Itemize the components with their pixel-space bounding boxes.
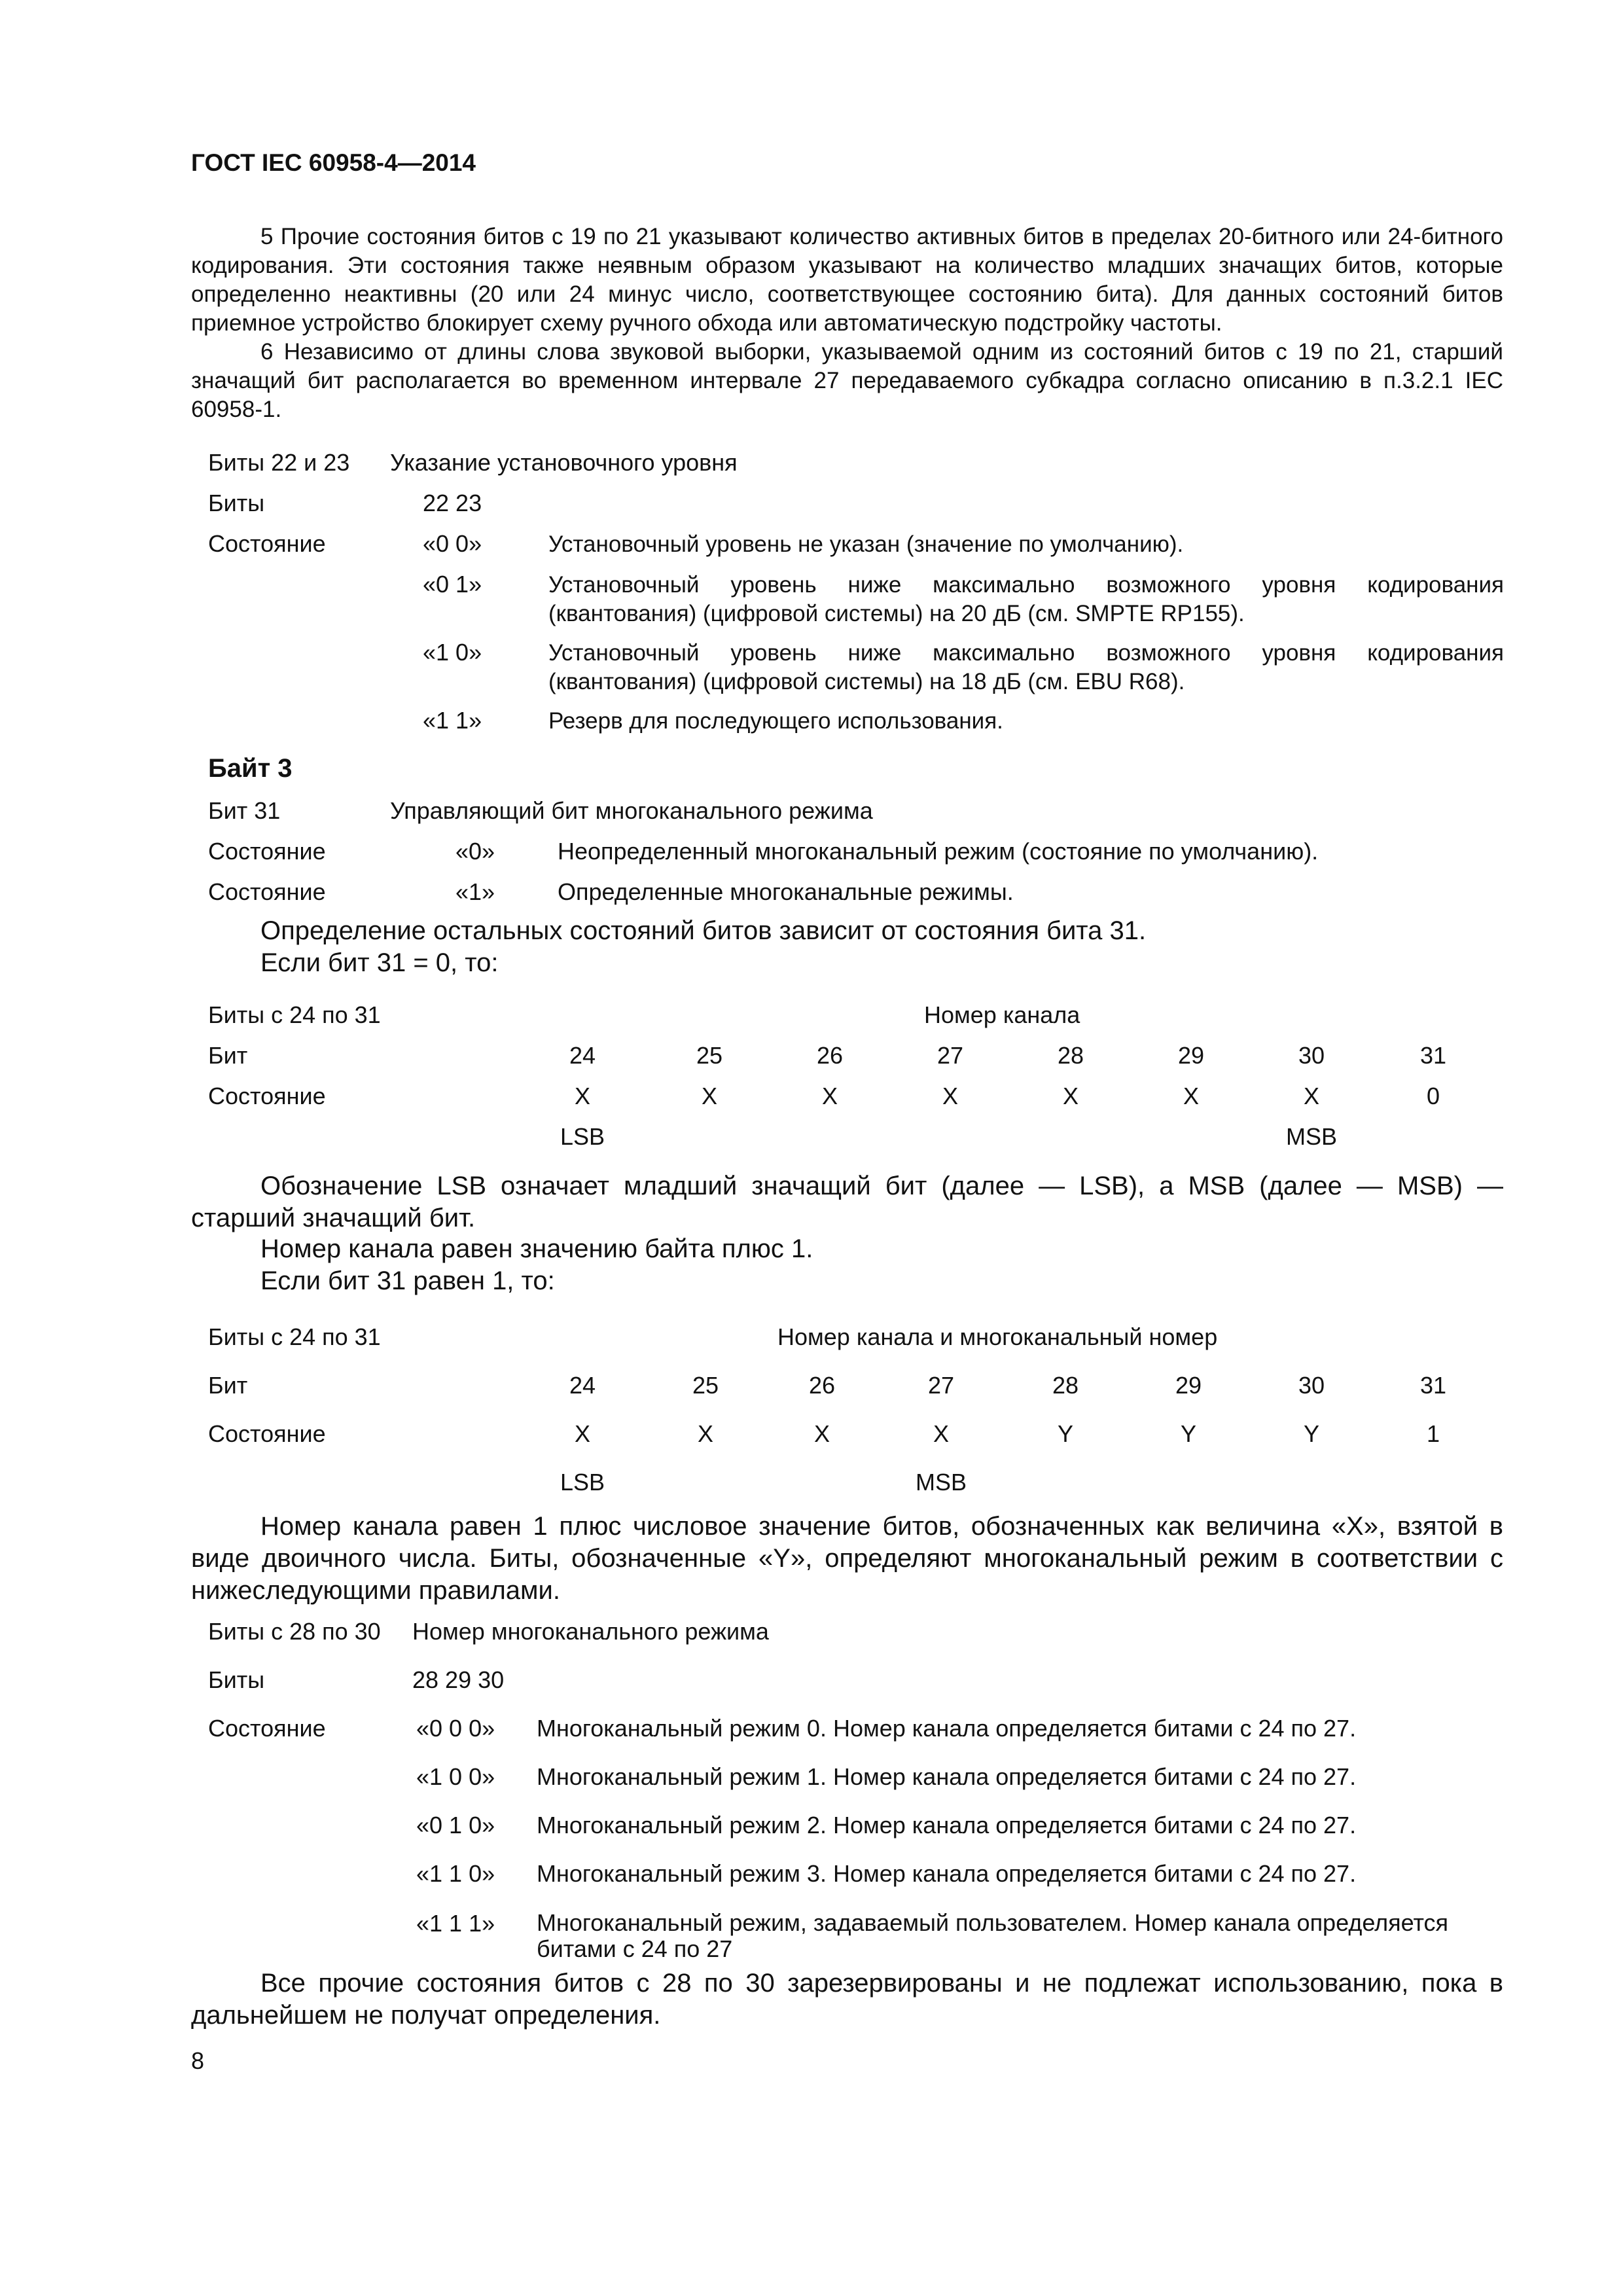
state-code: «1» (455, 878, 495, 905)
state-code: «0» (455, 838, 495, 865)
bits-value: 28 29 30 (412, 1666, 505, 1693)
table2-state-label: Состояние (208, 1420, 326, 1447)
table1-title: Номер канала (924, 1001, 1080, 1028)
mode-code: «0 1 0» (416, 1812, 495, 1839)
table2-state-cell: X (574, 1420, 590, 1447)
note-6: 6 Независимо от длины слова звуковой выборки, указываемой одним из состояний битов с 19 по 21, старший значащий бит располагается во временном интервале 27 передаваемого субкадра согласно описанию в п.3.2.1 IEC 60958-1. (191, 339, 1503, 422)
bits-label: Биты (208, 490, 265, 516)
paragraph-lsb-msb (191, 1170, 1503, 1234)
table2-state-cell: X (813, 1420, 830, 1447)
table1-bit-cell: 30 (1298, 1042, 1325, 1069)
table2-bit-cell: 26 (808, 1372, 836, 1399)
table1-state-cell: X (1183, 1083, 1199, 1109)
paragraph-channel-formula-text: Номер канала равен 1 плюс числовое значение битов, обозначенных как величина «X», взятой в виде двоичного числа. Биты, обозначенные «Y», определяют многоканальный режим в соответствии с нижеследующими правилами. (191, 1512, 1503, 1605)
state-code: «0 0» (423, 530, 482, 557)
table1-label: Биты с 24 по 31 (208, 1001, 381, 1028)
mode-code: «0 0 0» (416, 1715, 495, 1742)
intro-notes (191, 223, 1503, 424)
bit-31-title: Управляющий бит многоканального режима (390, 797, 873, 824)
table1-bit-cell: 31 (1419, 1042, 1447, 1069)
state-desc: Установочный уровень не указан (значение по умолчанию). (548, 531, 1184, 557)
table2-lsb-marker: LSB (560, 1469, 605, 1496)
mode-desc: Многоканальный режим 1. Номер канала определяется битами с 24 по 27. (537, 1763, 1357, 1790)
state-label: Состояние (208, 1715, 326, 1742)
bits-28-30-title: Номер многоканального режима (412, 1618, 769, 1645)
table1-lsb-marker: LSB (560, 1123, 605, 1150)
table1-bit-cell: 28 (1057, 1042, 1084, 1069)
table1-msb-marker: MSB (1285, 1123, 1337, 1150)
table2-title: Номер канала и многоканальный номер (777, 1323, 1218, 1350)
mode-desc: Многоканальный режим 3. Номер канала определяется битами с 24 по 27. (537, 1860, 1357, 1887)
table2-bit-cell: 31 (1419, 1372, 1447, 1399)
state-desc: Установочный уровень ниже максимально возможного уровня кодирования (квантования) (цифровой системы) на 18 дБ (см. EBU R68). (548, 640, 1504, 694)
table2-state-cell: X (697, 1420, 713, 1447)
bits-label: Биты (208, 1666, 265, 1693)
mode-code: «1 0 0» (416, 1763, 495, 1790)
paragraph-channel: Номер канала равен значению байта плюс 1. (260, 1234, 813, 1263)
state-label: Состояние (208, 530, 326, 557)
paragraph-if-bit-1: Если бит 31 равен 1, то: (260, 1266, 555, 1295)
state-desc: Определенные многоканальные режимы. (558, 878, 1014, 905)
bit-31-label: Бит 31 (208, 797, 281, 824)
state-desc: Резерв для последующего использования. (548, 708, 1003, 734)
state-label: Состояние (208, 838, 326, 865)
table1-state-cell: 0 (1426, 1083, 1440, 1109)
paragraph-if-bit-0: Если бит 31 = 0, то: (260, 948, 499, 977)
table2-bit-cell: 25 (692, 1372, 719, 1399)
table2-label: Биты с 24 по 31 (208, 1323, 381, 1350)
table1-state-cell: X (942, 1083, 958, 1109)
paragraph-reserved (191, 1967, 1503, 2032)
table1-state-cell: X (1062, 1083, 1079, 1109)
table1-bit-cell: 25 (696, 1042, 723, 1069)
table2-state-cell: X (933, 1420, 949, 1447)
table2-state-cell: Y (1180, 1420, 1196, 1447)
page-number: 8 (191, 2047, 205, 2074)
table2-msb-marker: MSB (915, 1469, 967, 1496)
table1-bit-label: Бит (208, 1042, 248, 1069)
paragraph-channel-formula (191, 1511, 1503, 1607)
table2-state-cell: Y (1057, 1420, 1073, 1447)
mode-desc: Многоканальный режим 2. Номер канала определяется битами с 24 по 27. (537, 1812, 1357, 1839)
table1-state-cell: X (1303, 1083, 1319, 1109)
table1-bit-cell: 29 (1177, 1042, 1205, 1069)
table1-state-cell: X (574, 1083, 590, 1109)
note-5: 5 Прочие состояния битов с 19 по 21 указывают количество активных битов в пределах 20-битного или 24-битного кодирования. Эти состояния также неявным образом указывают на количество младших значащих битов, которые определенно неактивны (20 или 24 минус число, соответствующее состоянию бита). Для данных состояний битов приемное устройство блокирует схему ручного обхода или автоматическую подстройку частоты. (191, 224, 1503, 336)
bits-value: 22 23 (423, 490, 482, 516)
document-header: ГОСТ IEC 60958-4—2014 (191, 149, 476, 176)
mode-desc: Многоканальный режим 0. Номер канала определяется битами с 24 по 27. (537, 1715, 1357, 1742)
table1-state-cell: X (821, 1083, 838, 1109)
state-desc: Установочный уровень ниже максимально возможного уровня кодирования (квантования) (цифровой системы) на 20 дБ (см. SMPTE RP155). (548, 572, 1504, 626)
bits-22-23-label: Биты 22 и 23 (208, 449, 350, 476)
state-label: Состояние (208, 878, 326, 905)
state-code: «0 1» (423, 571, 482, 598)
bits-22-23-title: Указание установочного уровня (390, 449, 738, 476)
table2-bit-cell: 24 (569, 1372, 596, 1399)
table2-state-cell: Y (1303, 1420, 1319, 1447)
table1-bit-cell: 26 (816, 1042, 844, 1069)
table2-bit-cell: 27 (927, 1372, 955, 1399)
table2-bit-cell: 28 (1052, 1372, 1079, 1399)
mode-desc: Многоканальный режим, задаваемый пользователем. Номер канала определяется битами с 24 по 27 (537, 1909, 1449, 1962)
paragraph-lsb-msb-text: Обозначение LSB означает младший значащий бит (далее — LSB), а MSB (далее — MSB) — старший значащий бит. (191, 1172, 1503, 1232)
table1-state-cell: X (701, 1083, 717, 1109)
table1-bit-cell: 24 (569, 1042, 596, 1069)
paragraph-dependency: Определение остальных состояний битов зависит от состояния бита 31. (260, 916, 1147, 945)
mode-code: «1 1 0» (416, 1860, 495, 1887)
table2-bit-cell: 29 (1175, 1372, 1202, 1399)
table1-bit-cell: 27 (936, 1042, 964, 1069)
mode-code: «1 1 1» (416, 1910, 495, 1937)
paragraph-reserved-text: Все прочие состояния битов с 28 по 30 зарезервированы и не подлежат использованию, пока в дальнейшем не получат определения. (191, 1969, 1503, 2030)
byte-3-heading: Байт 3 (208, 754, 293, 783)
table2-state-cell: 1 (1426, 1420, 1440, 1447)
state-desc: Неопределенный многоканальный режим (состояние по умолчанию). (558, 838, 1319, 865)
bits-28-30-label: Биты с 28 по 30 (208, 1618, 381, 1645)
table2-bit-cell: 30 (1298, 1372, 1325, 1399)
state-code: «1 0» (423, 639, 482, 666)
table2-bit-label: Бит (208, 1372, 248, 1399)
table1-state-label: Состояние (208, 1083, 326, 1109)
state-code: «1 1» (423, 707, 482, 734)
